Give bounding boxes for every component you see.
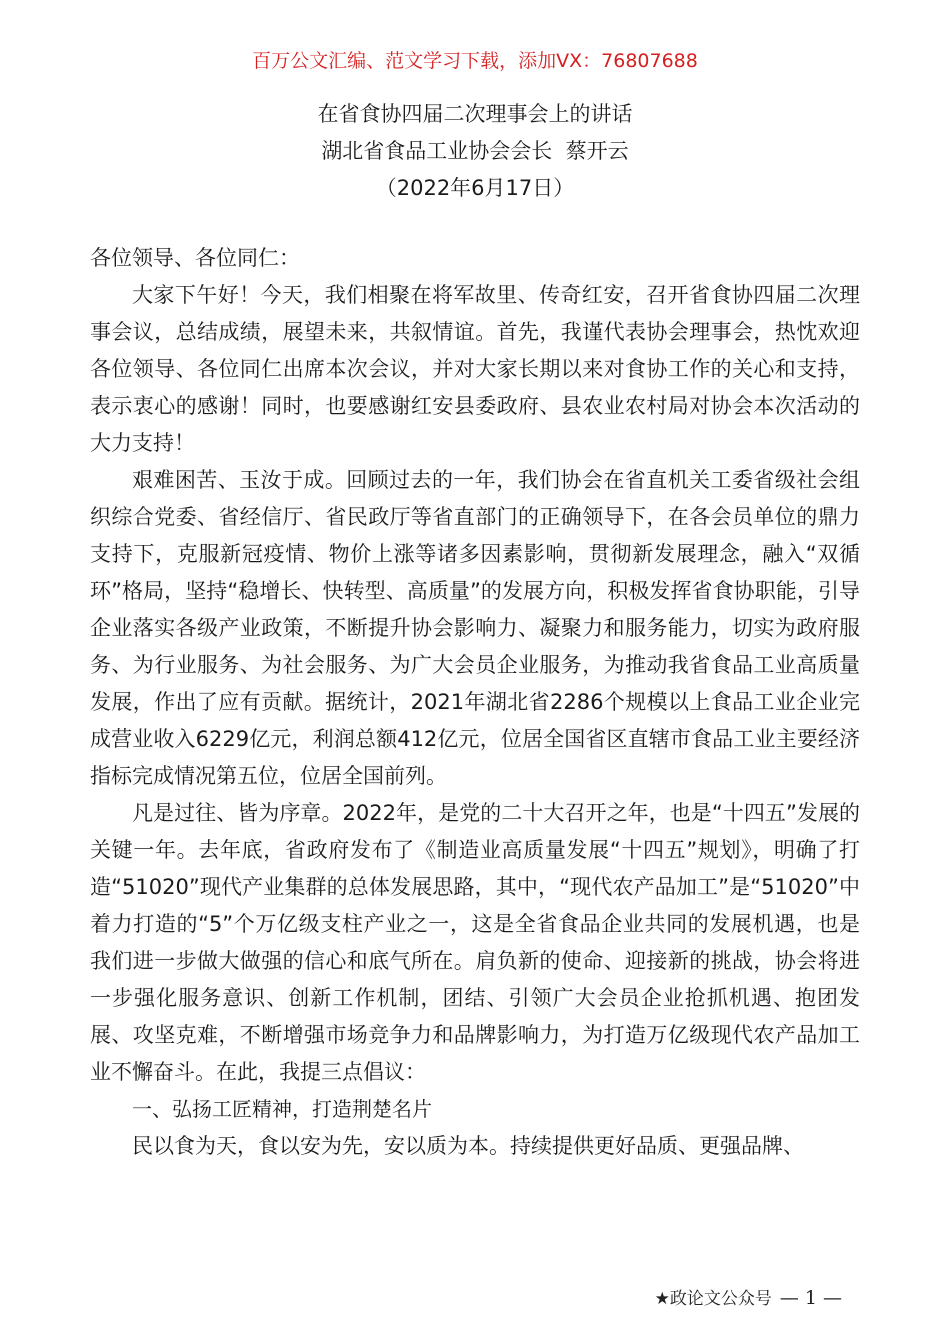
paragraph-review: 艰难困苦、玉汝于成。回顾过去的一年，我们协会在省直机关工委省级社会组织综合党委、省经信厅、省民政厅等省直部门的正确领导下，在各会员单位的鼎力支持下，克服新冠疫情、物价上涨等诸多因素影响，贯彻新发展理念，融入“双循环”格局，坚持“稳增长、快转型、高质量”的发展方向，积极发挥省食协职能，引导企业落实各级产业政策，不断提升协会影响力、凝聚力和服务能力，切实为政府服务、为行业服务、为社会服务、为广大会员企业服务，为推动我省食品工业高质量发展，作出了应有贡献。据统计，2021年湖北省2286个规模以上食品工业企业完成营业收入6229亿元，利润总额412亿元，位居全国省区直辖市食品工业主要经济指标完成情况第五位，位居全国前列。 [90,468,860,788]
paragraph-section-1: 民以食为天，食以安为先，安以质为本。持续提供更好品质、更强品牌、 [132,1134,804,1158]
page-number: — 1 — [779,1287,842,1309]
speech-title: 在省食协四届二次理事会上的讲话 [317,102,633,126]
salutation: 各位领导、各位同仁： [90,246,300,270]
section-heading-1: 一、弘扬工匠精神，打造荆楚名片 [132,1097,432,1121]
header-banner: 百万公文汇编、范文学习下载，添加VX：76807688 [252,50,698,72]
document-body [90,240,860,1165]
paragraph-opening: 大家下午好！今天，我们相聚在将军故里、传奇红安，召开省食协四届二次理事会议，总结成绩，展望未来，共叙情谊。首先，我谨代表协会理事会，热忱欢迎各位领导、各位同仁出席本次会议，并对大家长期以来对食协工作的关心和支持，表示衷心的感谢！同时，也要感谢红安县委政府、县农业农村局对协会本次活动的大力支持！ [90,283,860,455]
page-footer [655,1284,842,1309]
footer-source: ★政论文公众号 [654,1289,772,1309]
speech-date: （2022年6月17日） [375,176,575,200]
speaker-line: 湖北省食品工业协会会长 蔡开云 [321,139,629,163]
paragraph-outlook: 凡是过往、皆为序章。2022年，是党的二十大召开之年，也是“十四五”发展的关键一年。去年底，省政府发布了《制造业高质量发展“十四五”规划》，明确了打造“51020”现代产业集群的总体发展思路，其中，“现代农产品加工”是“51020”中着力打造的“5”个万亿级支柱产业之一，这是全省食品企业共同的发展机遇，也是我们进一步做大做强的信心和底气所在。肩负新的使命、迎接新的挑战，协会将进一步强化服务意识、创新工作机制，团结、引领广大会员企业抢抓机遇、抱团发展、攻坚克难，不断增强市场竞争力和品牌影响力，为打造万亿级现代农产品加工业不懈奋斗。在此，我提三点倡议： [90,801,860,1084]
document-title-block [0,96,950,207]
